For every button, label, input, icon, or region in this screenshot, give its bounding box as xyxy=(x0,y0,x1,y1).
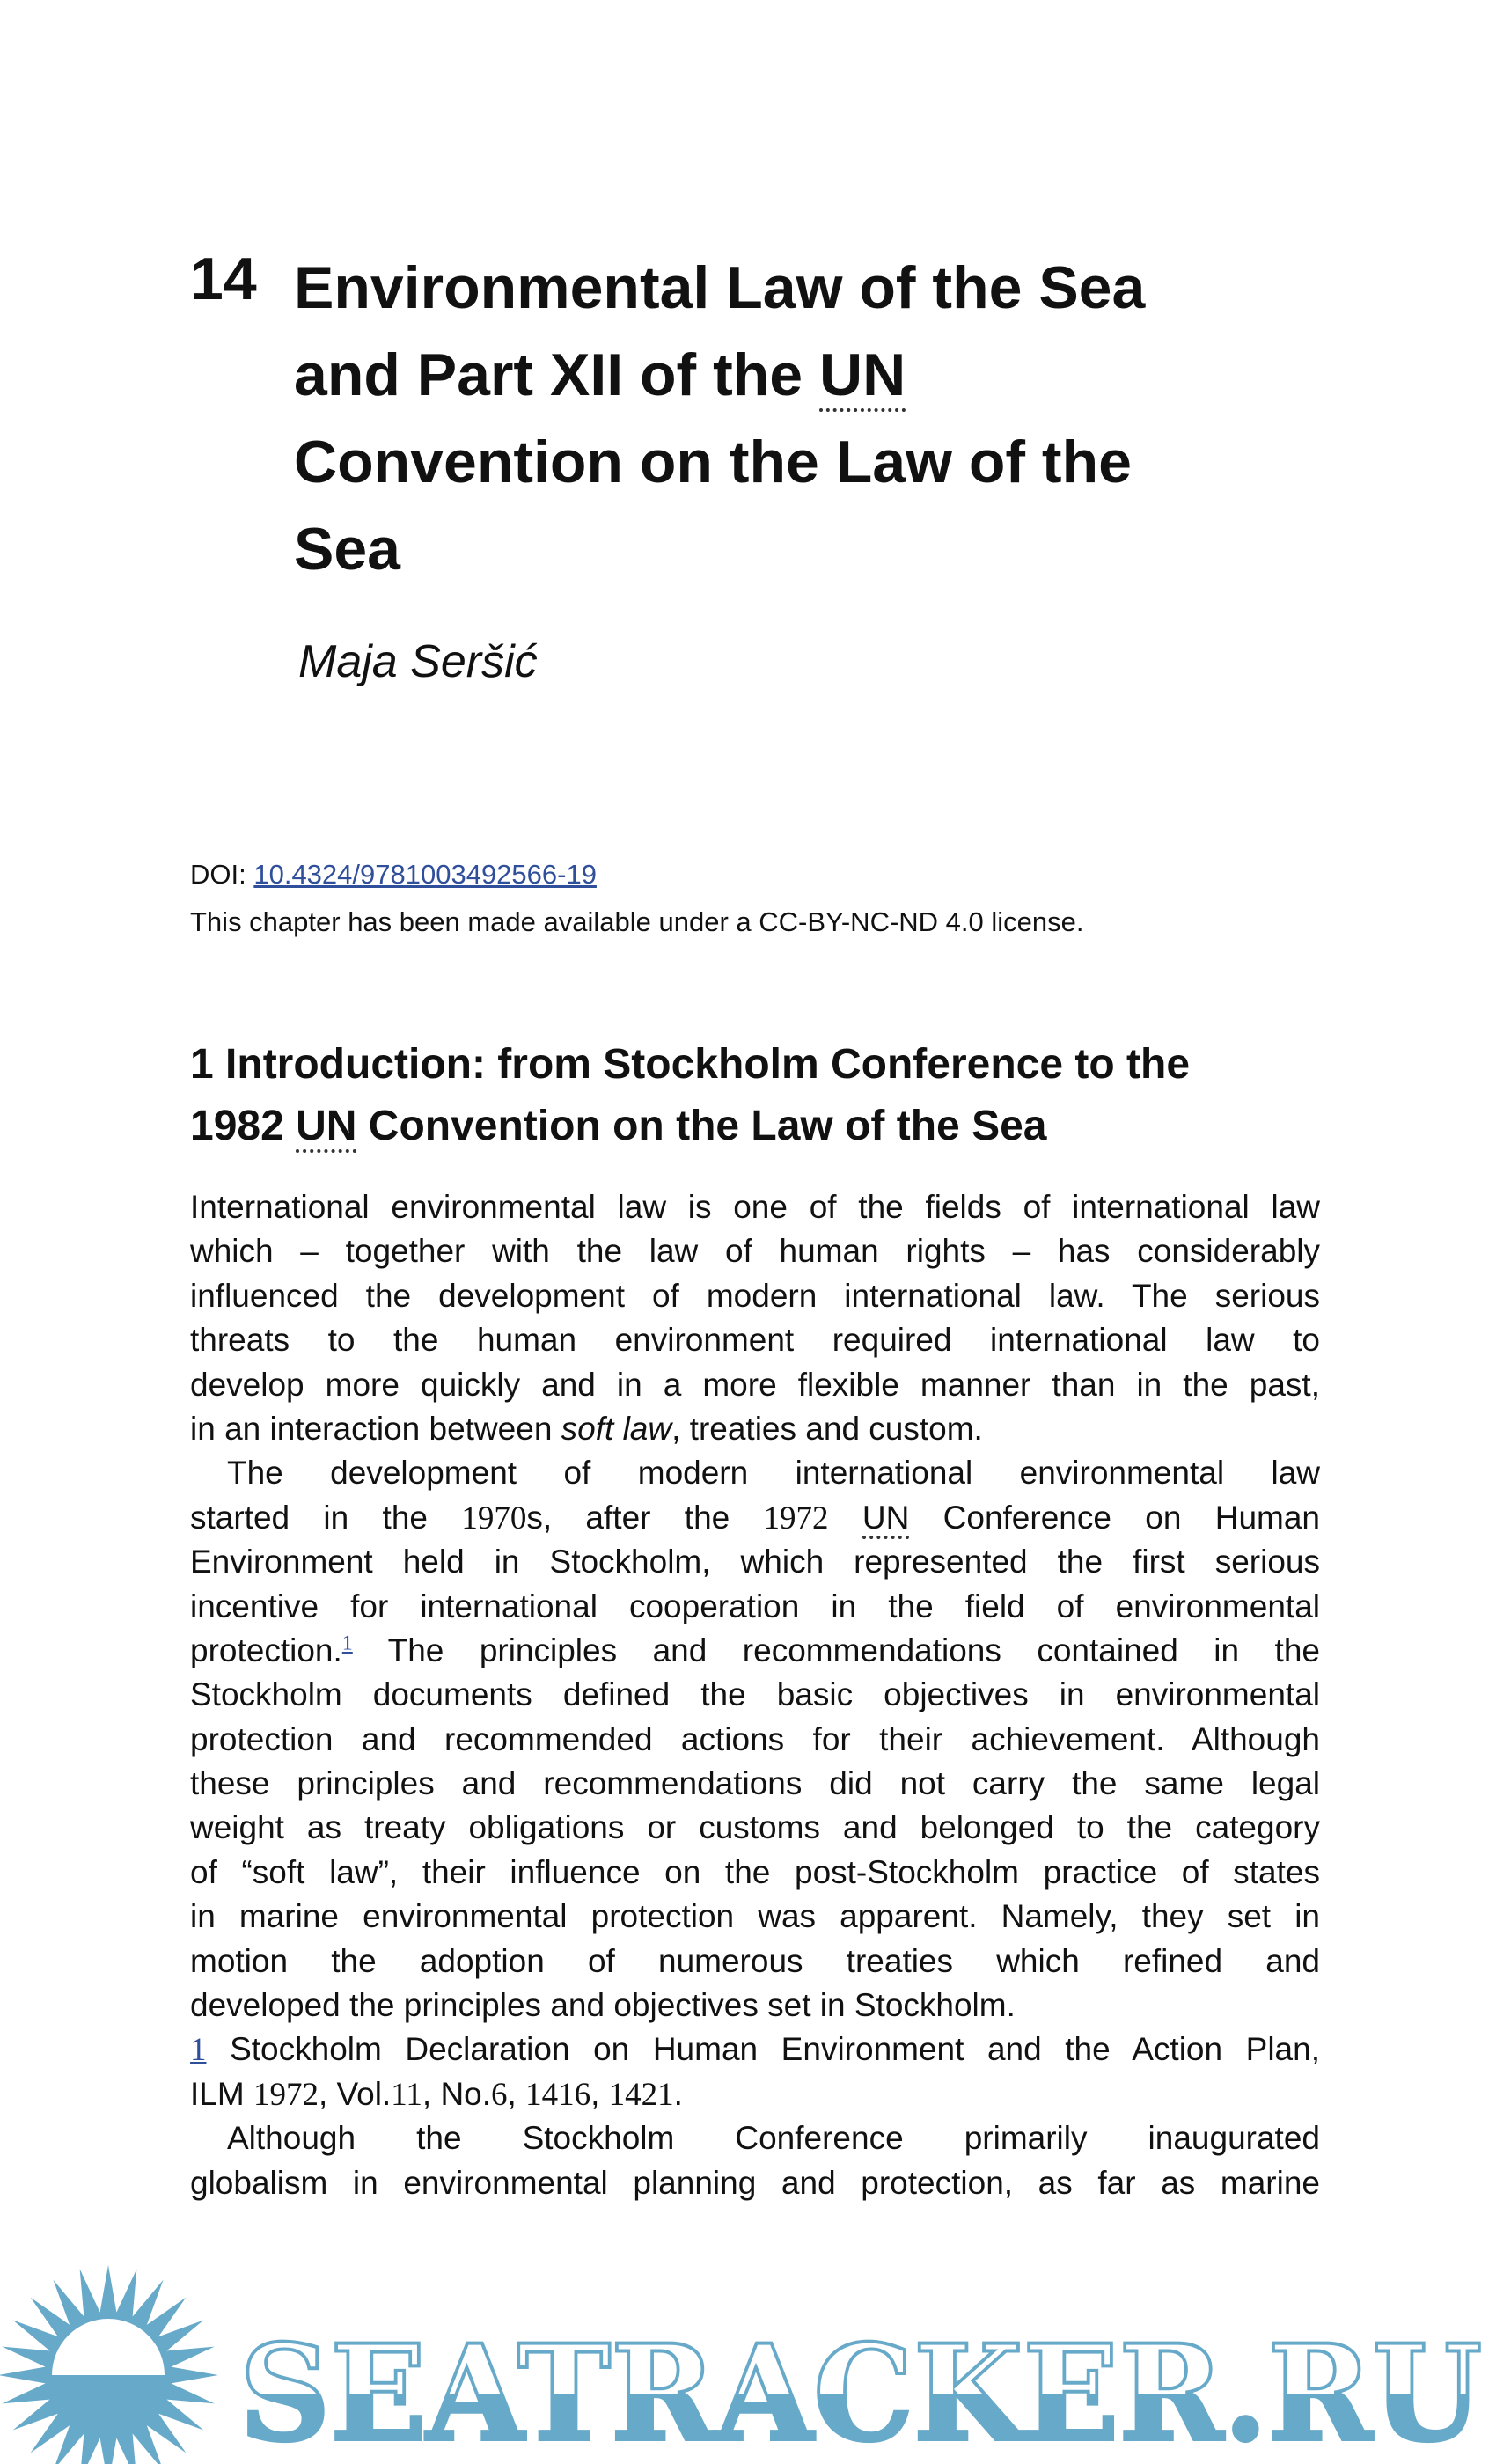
emphasis: soft law xyxy=(561,1410,672,1447)
number: 11 xyxy=(391,2076,422,2113)
text: started in the xyxy=(190,1499,462,1536)
watermark-text: SEATRACKER.RU xyxy=(239,2316,1482,2464)
heading-text: Convention on the Law of the Sea xyxy=(356,1103,1047,1149)
body-line: Although the Stockholm Conference primarily inaugurated xyxy=(227,2120,1320,2157)
body-line: in marine environmental protection was apparent. Namely, they set in xyxy=(190,1898,1320,1935)
body-line: these principles and recommendations did not carry the same legal xyxy=(190,1765,1320,1802)
footnote-back-link[interactable]: 1 xyxy=(190,2032,207,2069)
body-line: developed the principles and objectives set in Stockholm. xyxy=(190,1987,1016,2024)
section-heading xyxy=(190,1034,1190,1157)
footnote-line xyxy=(190,2072,1320,2116)
footnote-line xyxy=(190,2028,1320,2072)
text: Stockholm Declaration on Human Environment and the Action Plan, xyxy=(206,2031,1320,2068)
text: , treaties and custom. xyxy=(671,1410,983,1447)
doi-label: DOI: xyxy=(190,859,254,890)
license-note: This chapter has been made available under a CC-BY-NC-ND 4.0 license. xyxy=(190,906,1084,937)
text: Conference on Human xyxy=(909,1499,1321,1536)
title-line: Sea xyxy=(294,516,400,583)
body-line xyxy=(190,1407,1320,1451)
body-line: Environment held in Stockholm, which represented the first serious xyxy=(190,1544,1320,1580)
body-line: International environmental law is one of the fields of international law xyxy=(190,1189,1320,1225)
abbr-un[interactable]: UN xyxy=(296,1103,356,1153)
text: . xyxy=(673,2075,683,2112)
body-line xyxy=(190,1496,1320,1540)
chapter-title xyxy=(294,245,1145,593)
body-line: protection and recommended actions for their achievement. Although xyxy=(190,1720,1320,1757)
number: 6 xyxy=(491,2076,508,2113)
text: , xyxy=(590,2075,609,2112)
text: ILM xyxy=(190,2075,253,2112)
sun-icon xyxy=(0,2265,218,2464)
number: 1416 xyxy=(525,2076,591,2113)
body-line: Stockholm documents defined the basic objectives in environmental xyxy=(190,1676,1320,1713)
body-line: threats to the human environment required international law to xyxy=(190,1322,1320,1359)
abbr-un[interactable]: UN xyxy=(819,341,906,412)
text: The principles and recommendations contained in the xyxy=(352,1632,1320,1668)
body-line: weight as treaty obligations or customs and belonged to the category xyxy=(190,1809,1320,1846)
body-line: influenced the development of modern international law. The serious xyxy=(190,1277,1320,1314)
body-line: globalism in environmental planning and protection, as far as marine xyxy=(190,2164,1320,2201)
number: 1970 xyxy=(461,1500,527,1536)
body-line: motion the adoption of numerous treaties which refined and xyxy=(190,1942,1320,1979)
author-name: Maja Seršić xyxy=(298,636,538,687)
doi-link[interactable]: 10.4324/9781003492566-19 xyxy=(253,859,597,890)
body-line: develop more quickly and in a more flexible manner than in the past, xyxy=(190,1366,1320,1403)
title-text: and Part XII of the xyxy=(294,341,819,408)
body-line: which – together with the law of human rights – has considerably xyxy=(190,1233,1320,1270)
heading-line xyxy=(190,1096,1190,1157)
number: 1972 xyxy=(253,2076,319,2113)
text xyxy=(829,1500,862,1536)
title-line: Convention on the Law of the xyxy=(294,429,1132,495)
number: 1972 xyxy=(763,1500,829,1536)
text: , Vol. xyxy=(318,2075,392,2112)
chapter-number: 14 xyxy=(190,246,257,312)
number: 1421 xyxy=(608,2076,674,2113)
text: , No. xyxy=(422,2075,492,2112)
title-line xyxy=(294,332,1145,419)
text: s, after the xyxy=(526,1499,764,1536)
title-line: Environmental Law of the Sea xyxy=(294,254,1146,321)
text: protection. xyxy=(190,1632,342,1668)
body-line: of “soft law”, their influence on the post-Stockholm practice of states xyxy=(190,1853,1320,1890)
watermark-logo xyxy=(0,2253,1496,2464)
footnote-ref-link[interactable]: 1 xyxy=(341,1632,353,1655)
text: , xyxy=(507,2075,526,2112)
doi-line xyxy=(190,859,597,891)
text: in an interaction between xyxy=(190,1410,561,1447)
body-line xyxy=(190,1629,1320,1673)
heading-text: 1982 xyxy=(190,1103,297,1149)
body-line: incentive for international cooperation in the field of environmental xyxy=(190,1588,1320,1624)
body-line: The development of modern international environmental law xyxy=(227,1455,1320,1492)
abbr-un[interactable]: UN xyxy=(862,1500,909,1539)
body-text xyxy=(190,1185,1320,2205)
heading-line: 1 Introduction: from Stockholm Conference to the xyxy=(190,1041,1191,1088)
